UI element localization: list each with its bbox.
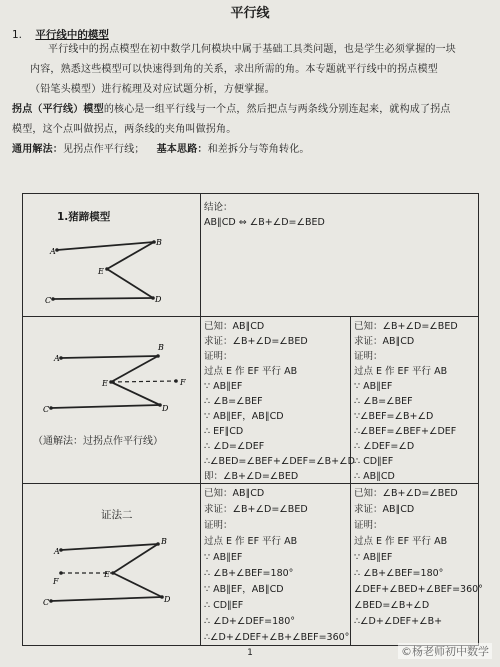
proof-cell-left	[201, 484, 351, 646]
watermark: ©杨老师初中数学	[398, 643, 492, 659]
page-title: 平行线	[230, 6, 270, 21]
table-row	[23, 484, 479, 646]
point-label: E	[102, 379, 108, 388]
proof-line: 证明：	[354, 351, 383, 362]
point-label: E	[104, 570, 110, 579]
proof-lines	[204, 486, 349, 646]
point-label: A	[50, 247, 56, 256]
point-label: F	[53, 577, 59, 586]
proof-line: 证明：	[204, 351, 233, 362]
intro-paragraph-1: 平行线中的拐点模型在初中数学几何模块中属于基础工具类问题，也是学生必须掌握的一块内容，熟悉这些模型可以快速得到角的关系，求出所需的角。本专题就平行线中的拐点模型（铅笔头模型）进行梳理及对应试题分析，方便掌握。	[30, 44, 456, 95]
proof-line: ∴ ∠B=∠BEF	[354, 396, 413, 407]
figure-title: 1.猪蹄模型	[57, 211, 111, 223]
point-label: E	[98, 267, 104, 276]
page-number: 1	[247, 648, 253, 658]
proof-line: 已知：∠B+∠D=∠BED	[354, 488, 458, 499]
point-label: C	[45, 296, 52, 305]
proof-line: 已知：AB∥CD	[204, 488, 265, 499]
proof-line: ∴ ∠D=∠DEF	[204, 441, 265, 452]
intro-paragraph-2: 拐点（平行线）模型的核心是一组平行线与一个点，然后把点与两条线分别连起来，就构成了拐点模型，这个点叫做拐点，两条线的夹角叫做拐角。	[12, 104, 451, 135]
proof-line: ∵ AB∥EF	[204, 552, 243, 563]
proof-cell-right	[351, 317, 479, 484]
proof-line: ∴ ∠DEF=∠D	[354, 441, 415, 452]
proof-line: ∴ ∠B+∠BEF=180°	[204, 568, 294, 579]
proof-line: 证明：	[354, 520, 383, 531]
table-row	[23, 317, 479, 484]
point-label: C	[43, 405, 50, 414]
proof-line: ∴ CD∥EF	[204, 600, 244, 611]
proof-line: 过点 E 作 EF 平行 AB	[354, 536, 448, 547]
proof-line: ∴∠D+∠DEF+∠B+	[354, 616, 443, 627]
proof-line: 求证：AB∥CD	[354, 336, 415, 347]
intro-method-line: 通用解法：见拐点作平行线； 基本思路：和差拆分与等角转化。	[12, 144, 310, 155]
supplementary-angle-diagram	[23, 484, 201, 646]
figure-note: （通解法：过拐点作平行线）	[33, 436, 163, 447]
proof-lines	[354, 486, 483, 630]
point-label: C	[43, 598, 50, 607]
point-label: F	[180, 378, 186, 387]
pig-hoof-diagram	[23, 194, 201, 317]
point-label: A	[54, 354, 60, 363]
section-number: 1.	[12, 29, 23, 41]
proof-line: 证明：	[204, 520, 233, 531]
point-label: D	[155, 295, 162, 304]
intro-text	[12, 40, 458, 160]
figure-cell-3	[23, 484, 201, 646]
proof-line: ∴ EF∥CD	[204, 426, 244, 437]
model-table	[22, 193, 483, 646]
proof-line: ∴∠D+∠DEF+∠B+∠BEF=360°	[204, 632, 350, 643]
point-label: B	[158, 343, 164, 352]
auxiliary-line-diagram	[23, 317, 201, 484]
proof-line: ∠BED=∠B+∠D	[354, 600, 430, 611]
conclusion-text	[204, 200, 325, 230]
proof-line: 已知：∠B+∠D=∠BED	[354, 321, 458, 332]
proof-line: ∵ AB∥EF	[204, 381, 243, 392]
proof-lines	[354, 319, 458, 484]
proof-line: ∴ ∠D+∠DEF=180°	[204, 616, 295, 627]
proof-line: 求证：AB∥CD	[354, 504, 415, 515]
figure-title: 证法二	[101, 509, 133, 521]
proof-line: ∵ AB∥EF，AB∥CD	[204, 411, 284, 422]
proof-line: ∵ AB∥EF，AB∥CD	[204, 584, 284, 595]
proof-line: 过点 E 作 EF 平行 AB	[204, 366, 298, 377]
proof-line: ∵∠BEF=∠B+∠D	[354, 411, 434, 422]
proof-line: ∴ AB∥CD	[354, 471, 395, 482]
conclusion-label: 结论：	[204, 202, 233, 213]
proof-cell-left	[201, 317, 355, 484]
point-label: A	[54, 547, 60, 556]
proof-line: ∴ CD∥EF	[354, 456, 394, 467]
proof-line: ∴∠BED=∠BEF+∠DEF=∠B+∠D	[204, 456, 355, 467]
conclusion-formula: AB∥CD ⇔ ∠B+∠D=∠BED	[204, 217, 325, 228]
proof-line: ∴ ∠B=∠BEF	[204, 396, 263, 407]
point-label: B	[156, 238, 162, 247]
proof-line: 求证：∠B+∠D=∠BED	[204, 504, 308, 515]
proof-line: ∵ AB∥EF	[354, 381, 393, 392]
proof-lines	[204, 319, 355, 484]
proof-line: 已知：AB∥CD	[204, 321, 265, 332]
proof-line: 即：∠B+∠D=∠BED	[204, 471, 299, 482]
section-title: 平行线中的模型	[35, 29, 109, 41]
figure-cell-2	[23, 317, 201, 484]
proof-line: ∵ AB∥EF	[354, 552, 393, 563]
proof-line: 求证：∠B+∠D=∠BED	[204, 336, 308, 347]
proof-line: 过点 E 作 EF 平行 AB	[354, 366, 448, 377]
figure-cell-1	[23, 194, 201, 317]
proof-line: ∠DEF+∠BED+∠BEF=360°	[354, 584, 483, 595]
proof-line: ∴ ∠B+∠BEF=180°	[354, 568, 444, 579]
table-row	[23, 194, 479, 317]
proof-line: ∴∠BEF=∠BEF+∠DEF	[354, 426, 457, 437]
point-label: B	[161, 537, 167, 546]
point-label: D	[164, 595, 171, 604]
point-label: D	[162, 404, 169, 413]
proof-line: 过点 E 作 EF 平行 AB	[204, 536, 298, 547]
proof-cell-right	[351, 484, 483, 646]
conclusion-cell	[201, 194, 479, 317]
